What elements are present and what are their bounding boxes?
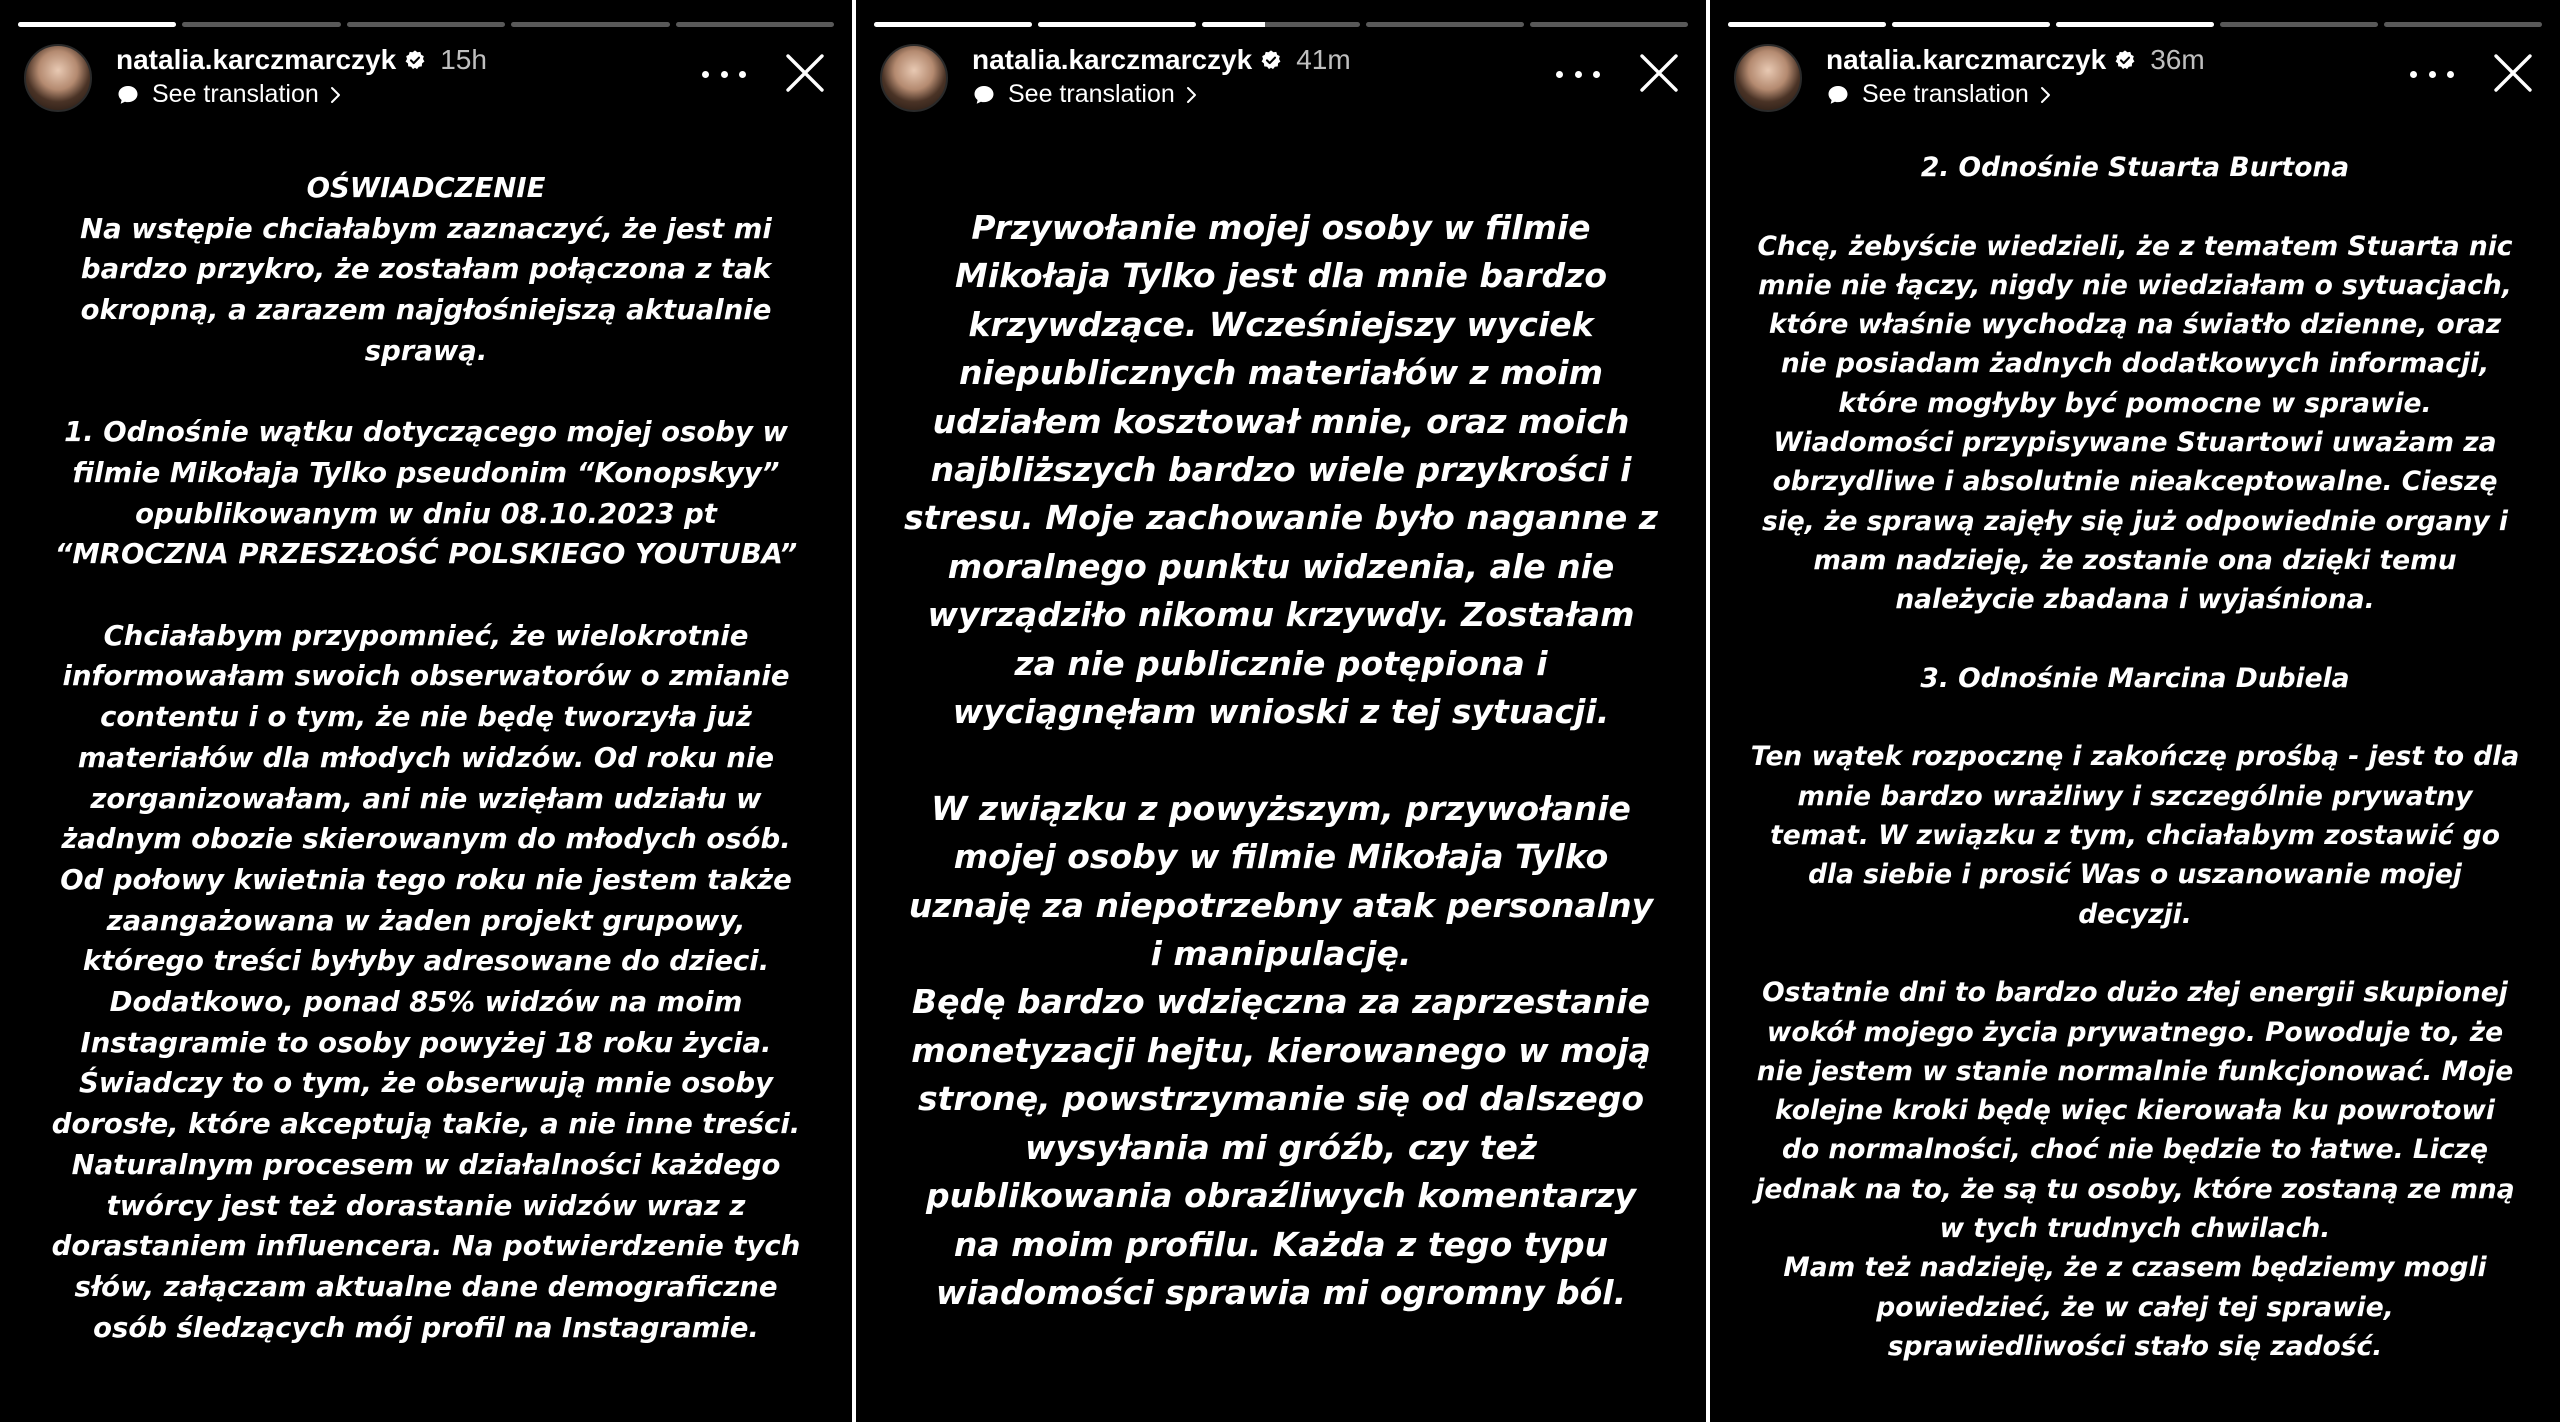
progress-segment [676,22,834,27]
progress-segment [18,22,176,27]
progress-segment [2220,22,2378,27]
story-paragraph: W związku z powyższym, przywołanie mojej osoby w filmie Mikołaja Tylko uznaję za niepotrzebny atak personalny i manipulację. [908,788,1654,974]
story-panel-1[interactable] [0,0,852,1422]
chevron-right-icon [2039,86,2053,104]
username-row [1826,44,2205,76]
progress-segment [347,22,505,27]
story-header [1734,44,2536,116]
username[interactable]: natalia.karczmarczyk [116,44,397,75]
avatar[interactable] [880,44,948,112]
speech-bubble-icon [972,83,996,107]
progress-segment [2384,22,2542,27]
progress-segment [1202,22,1360,27]
chevron-right-icon [1185,86,1199,104]
story-text [40,168,812,1348]
progress-segment [874,22,1032,27]
avatar[interactable] [1734,44,1802,112]
progress-segment [511,22,669,27]
progress-segment [1530,22,1688,27]
story-paragraph: Ten wątek rozpocznę i zakończę prośbą - jest to dla mnie bardzo wrażliwy i szczególnie prywatny temat. W związku z tym, chciałabym zostawić go dla siebie i prosić Was o uszanowanie mojej decyzji. [1750,741,2520,930]
progress-segment [1038,22,1196,27]
story-paragraph: Ostatnie dni to bardzo dużo złej energii skupionej wokół mojego życia prywatnego. Powoduje to, że nie jestem w stanie normalnie funkcjonować. Moje kolejne kroki będę więc kierowała ku powrotowi do normalności, choć nie będzie to łatwe. Liczę jednak na to, że są tu osoby, które zostaną ze mną w tych trudnych chwilach. Mam też nadzieję, że z czasem będziemy mogli powiedzieć, że w całej tej sprawie, sprawiedliwości stało się zadość. [1755,977,2515,1362]
close-icon[interactable] [782,50,828,96]
post-time: 15h [440,44,487,75]
progress-segment [1366,22,1524,27]
username-row [116,44,487,76]
story-header [24,44,828,116]
post-time: 36m [2150,44,2205,75]
story-paragraph: Chcę, żebyście wiedzieli, że z tematem Stuarta nic mnie nie łączy, nigdy nie wiedziałam o sytuacjach, które właśnie wychodzą na światło dzienne, oraz nie posiadam żadnych dodatkowych informacji, które mogłyby być pomocne w sprawie. Wiadomości przypisywane Stuartowi uważam za obrzydliwe i absolutnie nieakceptowalne. Cieszę się, że sprawą zajęły się już odpowiednie organy i mam nadzieję, że zostanie ona dzięki temu należycie zbadana i wyjaśniona. [1757,230,2513,616]
avatar[interactable] [24,44,92,112]
speech-bubble-icon [116,83,140,107]
story-paragraph: 1. Odnośnie wątku dotyczącego mojej osoby w filmie Mikołaja Tylko pseudonim “Konopskyy” opublikowanym w dniu 08.10.2023 pt “MROCZNA PRZESZŁOŚĆ POLSKIEGO YOUTUBA” [54,416,798,571]
story-progress-bar [1728,22,2542,27]
story-paragraph: 3. Odnośnie Marcina Dubiela [1920,662,2350,694]
more-options-icon[interactable] [702,58,746,90]
verified-badge-icon [404,49,426,71]
story-paragraph: OŚWIADCZENIE Na wstępie chciałabym zaznaczyć, że jest mi bardzo przykro, że zostałam połączona z tak okropną, a zarazem najgłośniejszą aktualnie sprawą. [80,172,772,367]
story-panel-2[interactable] [856,0,1706,1422]
story-paragraph: Przywołanie mojej osoby w filmie Mikołaja Tylko jest dla mnie bardzo krzywdzące. Wcześniejszy wyciek niepublicznych materiałów z moim udziałem kosztował mnie, oraz moich najbliższych bardzo wiele przykrości i stresu. Moje zachowanie było naganne z moralnego punktu widzenia, ale nie wyrządziło nikomu krzywdy. Zostałam za nie publicznie potępiona i wyciągnęłam wnioski z tej sytuacji. [904,208,1658,732]
progress-segment [1892,22,2050,27]
more-options-icon[interactable] [2410,58,2454,90]
story-header [880,44,1682,116]
see-translation-button[interactable] [116,80,343,109]
close-icon[interactable] [1636,50,1682,96]
progress-segment [182,22,340,27]
see-translation-button[interactable] [1826,80,2053,109]
story-paragraph: Będę bardzo wdzięczna za zaprzestanie monetyzacji hejtu, kierowanego w moją stronę, powstrzymanie się od dalszego wysyłania mi gróźb, czy też publikowania obraźliwych komentarzy na moim profilu. Każda z tego typu wiadomości sprawia mi ogromny ból. [911,982,1651,1312]
story-progress-bar [18,22,834,27]
see-translation-label: See translation [152,80,319,108]
chevron-right-icon [329,86,343,104]
progress-segment [2056,22,2214,27]
story-paragraph: 2. Odnośnie Stuarta Burtona [1920,152,2350,183]
story-progress-bar [874,22,1688,27]
story-paragraph: Chciałabym przypomnieć, że wielokrotnie informowałam swoich obserwatorów o zmianie contentu i o tym, że nie będę tworzyła już materiałów dla młodych widzów. Od roku nie zorganizowałam, ani nie wzięłam udziału w żadnym obozie skierowanym do młodych osób. Od połowy kwietnia tego roku nie jestem także zaangażowana w żaden projekt grupowy, którego treści byłyby adresowane do dzieci. Dodatkowo, ponad 85% widzów na moim Instagramie to osoby powyżej 18 roku życia. Świadczy to o tym, że obserwują mnie osoby dorosłe, które akceptują takie, a nie inne treści. Naturalnym procesem w działalności każdego twórcy jest też dorastanie widzów wraz z dorastaniem influencera. Na potwierdzenie tych słów, załączam aktualne dane demograficzne osób śledzących mój profil na Instagramie. [51,619,801,1344]
story-text [890,204,1672,1317]
story-text [1750,148,2520,1366]
username[interactable]: natalia.karczmarczyk [972,44,1253,75]
speech-bubble-icon [1826,83,1850,107]
username[interactable]: natalia.karczmarczyk [1826,44,2107,75]
post-time: 41m [1296,44,1351,75]
username-row [972,44,1351,76]
verified-badge-icon [1260,49,1282,71]
progress-segment [1728,22,1886,27]
see-translation-label: See translation [1862,80,2029,108]
see-translation-label: See translation [1008,80,1175,108]
story-panel-3[interactable] [1710,0,2560,1422]
more-options-icon[interactable] [1556,58,1600,90]
close-icon[interactable] [2490,50,2536,96]
see-translation-button[interactable] [972,80,1199,109]
verified-badge-icon [2114,49,2136,71]
